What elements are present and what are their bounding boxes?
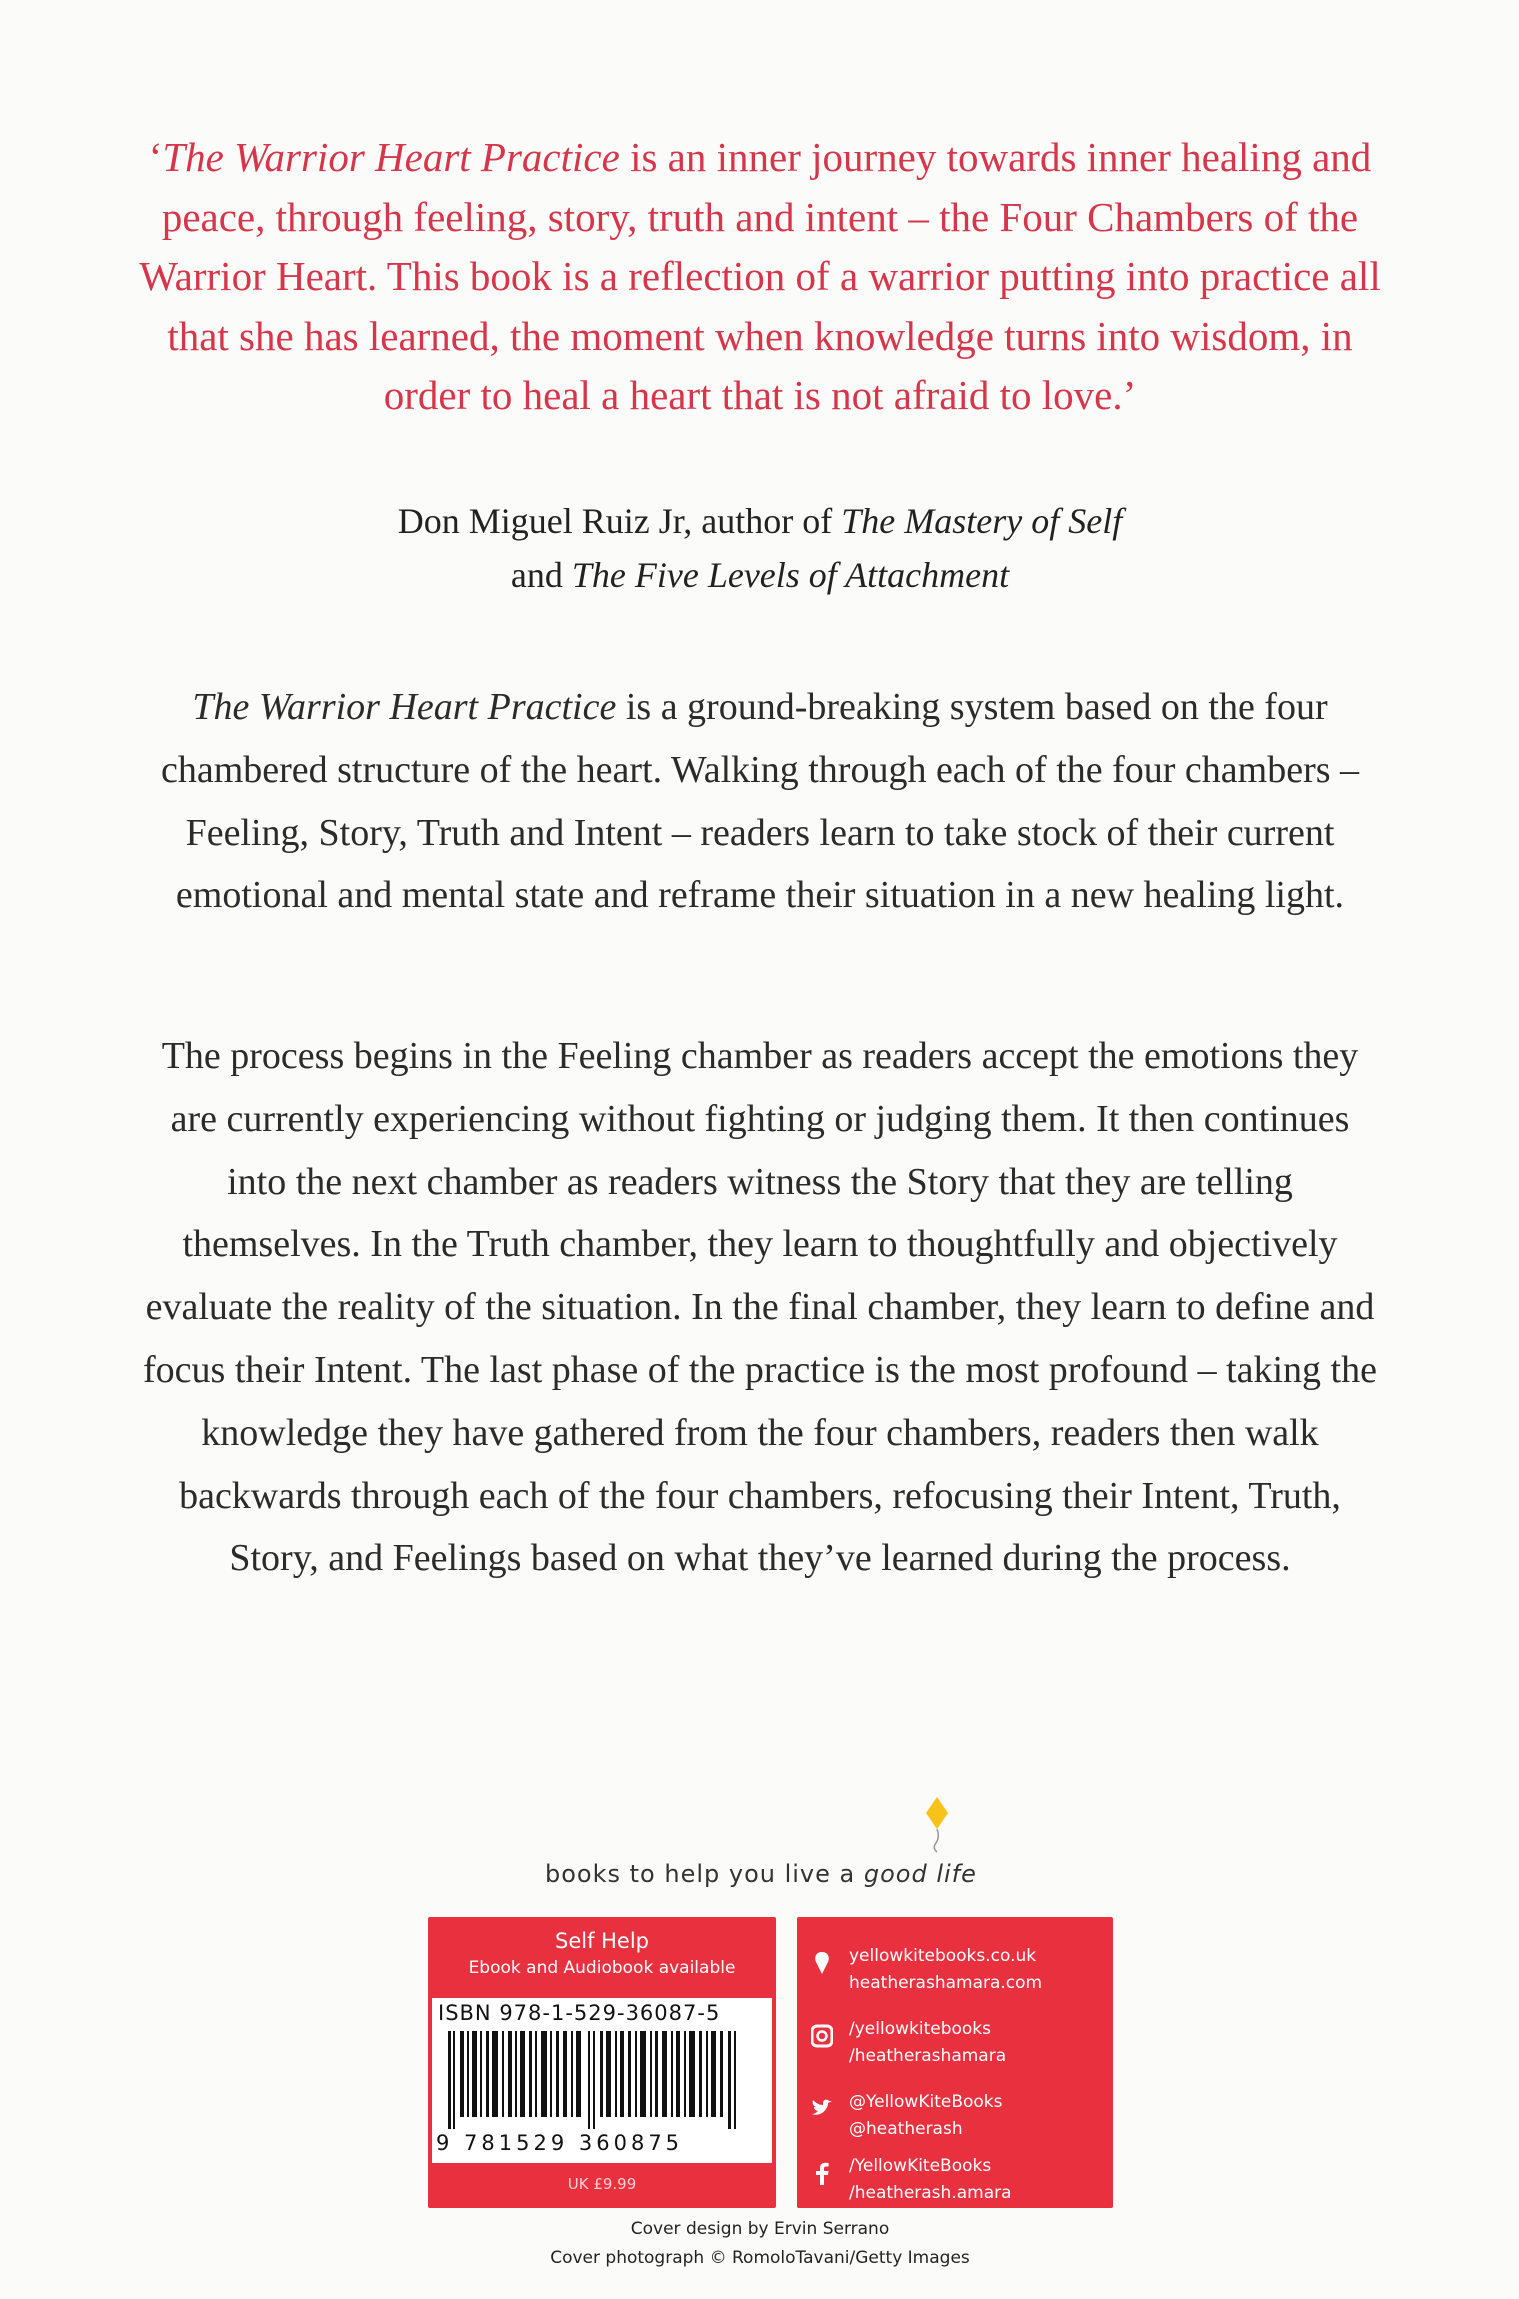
cover-design-credit: Cover design by Ervin Serrano bbox=[630, 2219, 890, 2239]
category-title: Self Help bbox=[554, 1929, 650, 1953]
price-label: UK £9.99 bbox=[567, 2175, 637, 2193]
twitter-icon bbox=[811, 2097, 833, 2121]
attribution-book1: The Mastery of Self bbox=[841, 501, 1123, 541]
instagram-links bbox=[811, 2016, 1111, 2076]
instagram-link-publisher[interactable]: /yellowkitebooks bbox=[849, 2019, 991, 2039]
para1-book-title: The Warrior Heart Practice bbox=[192, 686, 617, 728]
quote-open-mark: ‘ bbox=[148, 134, 163, 180]
description-paragraph-1 bbox=[140, 676, 1380, 927]
category-barcode-box bbox=[428, 1917, 776, 2208]
twitter-link-author[interactable]: @heatherash bbox=[849, 2119, 963, 2139]
tagline-good-life: good life bbox=[863, 1860, 977, 1888]
isbn-label: ISBN 978-1-529-36087-5 bbox=[438, 2001, 721, 2025]
category-formats: Ebook and Audiobook available bbox=[468, 1958, 736, 1978]
para1-text: is a ground-breaking system based on the four chambered structure of the heart. Walking through each of the four chambers – Feeling, Story, Truth and Intent – readers learn to take stock of their current emotional and mental state and reframe their situation in a new healing light. bbox=[160, 686, 1360, 917]
barcode-icon bbox=[442, 2031, 762, 2129]
quote-attribution bbox=[130, 494, 1390, 602]
facebook-link-publisher[interactable]: /YellowKiteBooks bbox=[849, 2156, 992, 2176]
attribution-prefix: Don Miguel Ruiz Jr, author of bbox=[397, 501, 842, 541]
instagram-icon bbox=[811, 2024, 833, 2048]
barcode-digits: 9 781529 360875 bbox=[436, 2131, 684, 2155]
twitter-links bbox=[811, 2089, 1111, 2149]
facebook-links bbox=[811, 2153, 1111, 2213]
barcode-panel bbox=[432, 1998, 772, 2163]
publisher-tagline bbox=[545, 1860, 977, 1888]
quote-close-mark: ’ bbox=[1122, 372, 1137, 418]
facebook-link-author[interactable]: /heatherash.amara bbox=[849, 2183, 1012, 2203]
attribution-book2: The Five Levels of Attachment bbox=[571, 555, 1010, 595]
endorsement-quote bbox=[130, 128, 1390, 426]
web-links bbox=[811, 1943, 1111, 2003]
web-link-author[interactable]: heatherashamara.com bbox=[849, 1973, 1043, 1993]
cover-photo-credit: Cover photograph © RomoloTavani/Getty Images bbox=[550, 2248, 970, 2268]
tagline-text: books to help you live a bbox=[545, 1860, 864, 1888]
twitter-link-publisher[interactable]: @YellowKiteBooks bbox=[849, 2092, 1003, 2112]
quote-book-title: The Warrior Heart Practice bbox=[162, 134, 620, 180]
instagram-link-author[interactable]: /heatherashamara bbox=[849, 2046, 1007, 2066]
para2-text: The process begins in the Feeling chamber as readers accept the emotions they are currently experiencing without fighting or judging them. It then continues into the next chamber as readers witness the Story that they are telling themselves. In the Truth chamber, they learn to thoughtfully and objectively evaluate the reality of the situation. In the final chamber, they learn to define and focus their Intent. The last phase of the practice is the most profound – taking the knowledge they have gathered from the four chambers, readers then walk backwards through each of the four chambers, refocusing their Intent, Truth, Story, and Feelings based on what they’ve learned during the process. bbox=[143, 1035, 1377, 1580]
web-link-publisher[interactable]: yellowkitebooks.co.uk bbox=[849, 1946, 1037, 1966]
kite-logo-icon bbox=[922, 1795, 952, 1853]
social-links-box bbox=[797, 1917, 1113, 2208]
location-pin-icon bbox=[811, 1951, 833, 1975]
description-paragraph-2 bbox=[140, 1025, 1380, 1590]
cover-credits bbox=[500, 2215, 1020, 2273]
quote-text: is an inner journey towards inner healing and peace, through feeling, story, truth and intent – the Four Chambers of the Warrior Heart. This book is a reflection of a warrior putting into practice all that she has learned, the moment when knowledge turns into wisdom, in order to heal a heart that is not afraid to love. bbox=[139, 134, 1381, 418]
attribution-joiner: and bbox=[510, 555, 572, 595]
facebook-icon bbox=[811, 2161, 833, 2185]
